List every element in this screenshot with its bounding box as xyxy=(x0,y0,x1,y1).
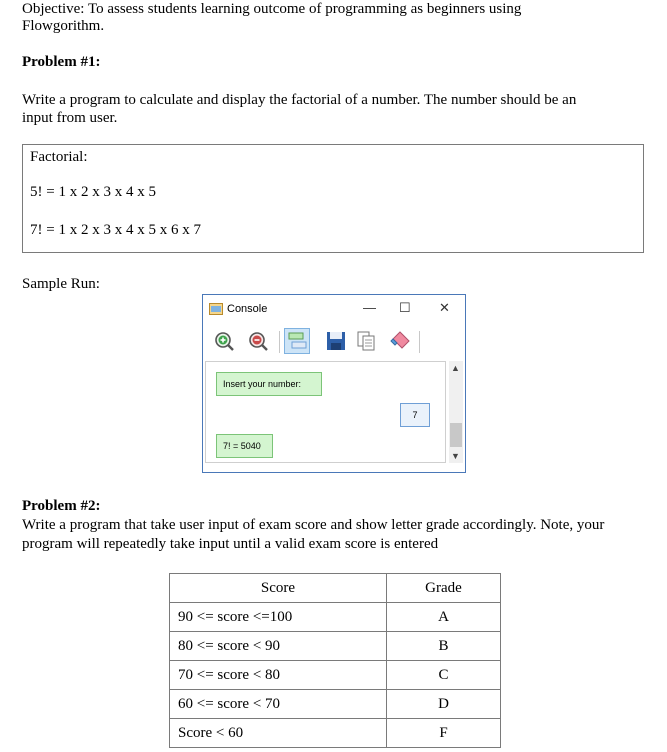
objective-line-2: Flowgorithm. xyxy=(22,18,105,34)
console-app-icon xyxy=(209,303,223,315)
score-cell: 60 <= score < 70 xyxy=(170,690,387,719)
console-title: Console xyxy=(227,303,268,315)
score-cell: 90 <= score <=100 xyxy=(170,603,387,632)
problem1-desc-line-1: Write a program to calculate and display the factorial of a number. The number should be an xyxy=(22,92,577,108)
console-output-area xyxy=(205,361,446,463)
zoom-in-icon xyxy=(211,328,237,354)
score-cell: 80 <= score < 90 xyxy=(170,632,387,661)
score-header: Score xyxy=(170,574,387,603)
zoom-out-button[interactable] xyxy=(245,328,271,354)
problem2-desc-line-1: Write a program that take user input of exam score and show letter grade accordingly. Note, your xyxy=(22,517,605,533)
table-row xyxy=(170,632,501,661)
factorial-example-7: 7! = 1 x 2 x 3 x 4 x 5 x 6 x 7 xyxy=(30,222,201,238)
table-row xyxy=(170,690,501,719)
problem1-heading: Problem #1: xyxy=(22,54,101,70)
maximize-button[interactable]: ☐ xyxy=(399,300,411,315)
user-input-bubble: 7 xyxy=(400,403,430,427)
copy-icon xyxy=(353,328,379,354)
clear-button[interactable] xyxy=(387,328,413,354)
grade-cell: A xyxy=(387,603,501,632)
score-cell: 70 <= score < 80 xyxy=(170,661,387,690)
console-window xyxy=(202,294,466,473)
minimize-button[interactable]: — xyxy=(363,300,376,315)
save-button[interactable] xyxy=(323,328,349,354)
copy-button[interactable] xyxy=(353,328,379,354)
table-row xyxy=(170,603,501,632)
factorial-box xyxy=(22,144,644,253)
scroll-up-icon[interactable]: ▲ xyxy=(451,363,460,373)
prompt-bubble: Insert your number: xyxy=(216,372,322,396)
table-row xyxy=(170,661,501,690)
table-header-row xyxy=(170,574,501,603)
score-cell: Score < 60 xyxy=(170,719,387,748)
save-icon xyxy=(323,328,349,354)
factorial-example-5: 5! = 1 x 2 x 3 x 4 x 5 xyxy=(30,184,156,200)
grade-table xyxy=(169,573,501,748)
scroll-down-icon[interactable]: ▼ xyxy=(451,451,460,461)
scrollbar-thumb[interactable] xyxy=(450,423,462,447)
problem2-desc-line-2: program will repeatedly take input until a valid exam score is entered xyxy=(22,536,439,552)
toolbar-separator xyxy=(279,331,280,353)
toolbar-separator xyxy=(419,331,420,353)
zoom-out-icon xyxy=(245,328,271,354)
grade-cell: C xyxy=(387,661,501,690)
zoom-in-button[interactable] xyxy=(211,328,237,354)
objective-line-1: Objective: To assess students learning outcome of programming as beginners using xyxy=(22,1,522,17)
problem1-desc-line-2: input from user. xyxy=(22,110,118,126)
chat-view-icon xyxy=(285,329,309,353)
factorial-label: Factorial: xyxy=(30,149,88,165)
grade-cell: D xyxy=(387,690,501,719)
eraser-icon xyxy=(387,328,413,354)
close-button[interactable]: ✕ xyxy=(439,300,450,315)
grade-cell: B xyxy=(387,632,501,661)
grade-header: Grade xyxy=(387,574,501,603)
console-titlebar xyxy=(203,295,465,323)
sample-run-label: Sample Run: xyxy=(22,276,100,292)
output-bubble: 7! = 5040 xyxy=(216,434,273,458)
problem2-heading: Problem #2: xyxy=(22,498,101,514)
console-scrollbar[interactable] xyxy=(449,361,463,463)
table-row xyxy=(170,719,501,748)
console-toolbar xyxy=(203,325,465,359)
chat-view-button[interactable] xyxy=(284,328,310,354)
grade-cell: F xyxy=(387,719,501,748)
